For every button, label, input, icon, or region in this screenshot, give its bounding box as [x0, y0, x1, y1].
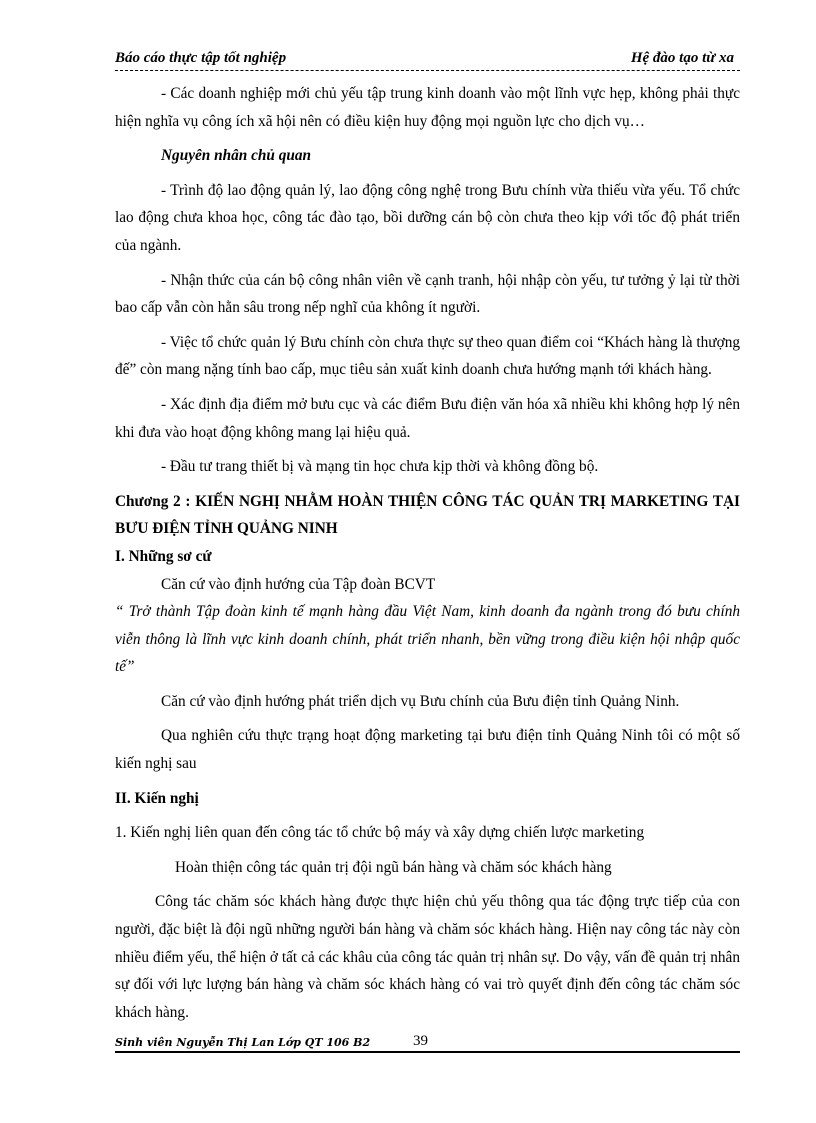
recommendation-item-1-subtitle: Hoàn thiện công tác quản trị đội ngũ bán hàng và chăm sóc khách hàng [175, 858, 612, 876]
section-heading-basis: I. Những sơ cứ [115, 547, 212, 565]
header-left-title: Báo cáo thực tập tốt nghiệp [115, 50, 287, 66]
page-header [115, 50, 740, 72]
paragraph-customer-care: Công tác chăm sóc khách hàng được thực hiện chủ yếu thông qua tác động trực tiếp của con người, đặc biệt là đội ngũ những người bán hàng và chăm sóc khách hàng. Hiện nay công tác này còn nhiều điểm yếu, thể hiện ở tất cả các khâu của công tác quản trị nhân sự. Do vậy, vấn đề quản trị nhân sự đối với lực lượng bán hàng và chăm sóc khách hàng có vai trò quyết định đến công tác chăm sóc khách hàng. [115, 893, 740, 1021]
paragraph-post-office-location: - Xác định địa điểm mở bưu cục và các điểm Bưu điện văn hóa xã nhiều khi không hợp lý nên khi đưa vào hoạt động không mang lại hiệu quả. [115, 395, 740, 441]
paragraph-labor-skills: - Trình độ lao động quản lý, lao động công nghệ trong Bưu chính vừa thiếu vừa yếu. Tổ chức lao động chưa khoa học, công tác đào tạo, bồi dưỡng cán bộ còn chưa theo kịp với tốc độ phát triển của ngành. [115, 181, 740, 254]
paragraph-basis-postal: Căn cứ vào định hướng phát triển dịch vụ Bưu chính của Bưu điện tỉnh Quảng Ninh. [161, 692, 680, 710]
paragraph-investment: - Đầu tư trang thiết bị và mạng tin học chưa kịp thời và không đồng bộ. [161, 458, 599, 476]
header-rule [115, 70, 740, 71]
quote-vision: “ Trở thành Tập đoàn kinh tế mạnh hàng đầu Việt Nam, kinh doanh đa ngành trong đó bưu chính viễn thông là lĩnh vực kinh doanh chính, phát triển nhanh, bền vững trong điều kiện hội nhập quốc tế” [115, 603, 740, 676]
page-footer [115, 1033, 740, 1055]
section-heading-recommendations: II. Kiến nghị [115, 789, 199, 807]
paragraph-new-enterprises: - Các doanh nghiệp mới chủ yếu tập trung kinh doanh vào một lĩnh vực hẹp, không phải thực hiện nghĩa vụ công ích xã hội nên có điều kiện huy động mọi nguồn lực cho dịch vụ… [115, 85, 740, 130]
footer-student-info: Sinh viên Nguyễn Thị Lan Lớp QT 106 B2 [115, 1036, 371, 1049]
chapter-title: Chương 2 : KIẾN NGHỊ NHẰM HOÀN THIỆN CÔNG TÁC QUẢN TRỊ MARKETING TẠI BƯU ĐIỆN TỈNH QUẢNG NINH [115, 492, 740, 538]
page-number: 39 [413, 1033, 428, 1049]
header-right-title: Hệ đào tạo từ xa [630, 50, 734, 66]
footer-rule [115, 1051, 740, 1053]
paragraph-basis-orientation: Căn cứ vào định hướng của Tập đoàn BCVT [161, 575, 436, 593]
paragraph-management: - Việc tổ chức quản lý Bưu chính còn chưa thực sự theo quan điểm coi “Khách hàng là thượng đế” còn mang nặng tính bao cấp, mục tiêu sản xuất kinh doanh chưa hướng mạnh tới khách hàng. [115, 333, 740, 379]
paragraph-research-intro: Qua nghiên cứu thực trạng hoạt động marketing tại bưu điện tỉnh Quảng Ninh tôi có một số kiến nghị sau [115, 727, 740, 773]
recommendation-item-1: 1. Kiến nghị liên quan đến công tác tổ chức bộ máy và xây dựng chiến lược marketing [115, 824, 645, 842]
subheading-subjective-causes: Nguyên nhân chủ quan [161, 147, 312, 165]
page-body [115, 80, 740, 1026]
paragraph-awareness: - Nhận thức của cán bộ công nhân viên về cạnh tranh, hội nhập còn yếu, tư tưởng ỷ lại từ thời bao cấp vẫn còn hằn sâu trong nếp nghĩ của không ít người. [115, 271, 740, 317]
